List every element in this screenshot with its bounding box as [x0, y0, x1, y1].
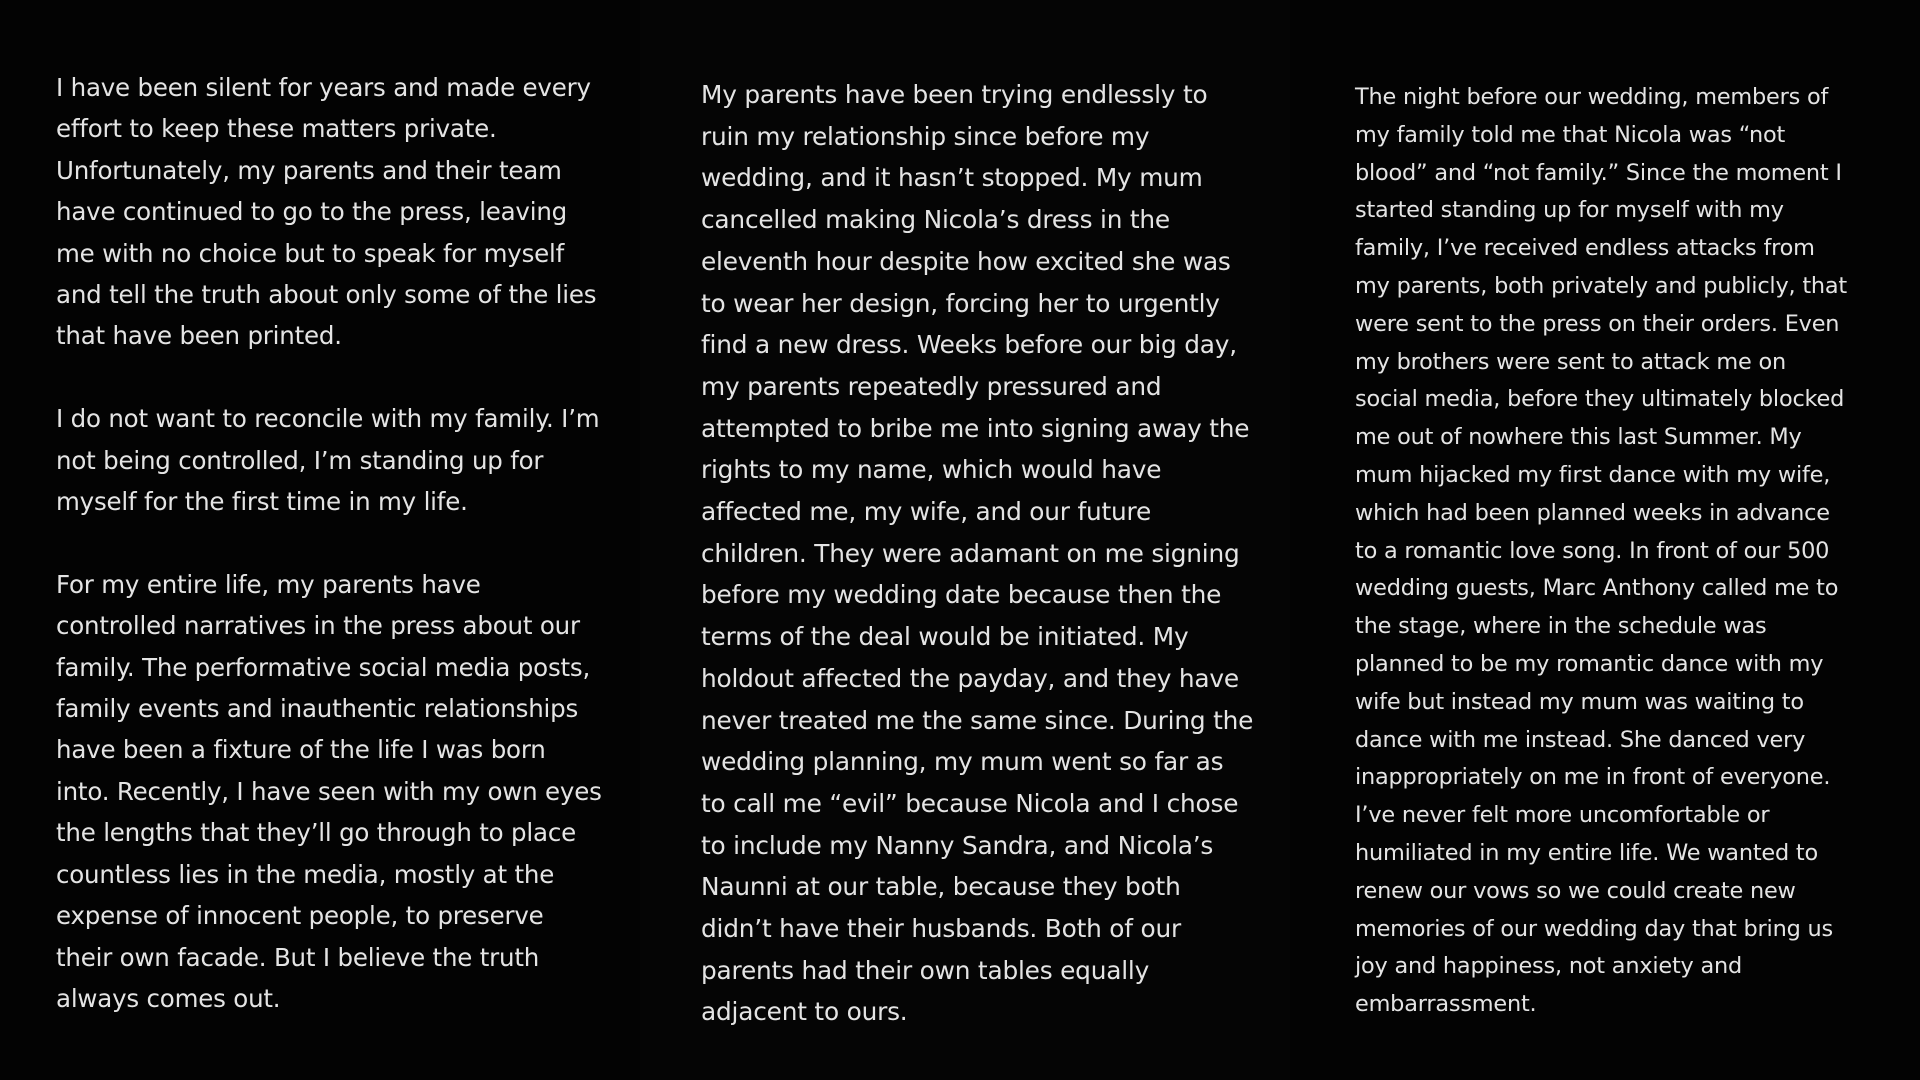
- text-line: myself for the first time in my life.: [56, 487, 468, 517]
- text-line: controlled narratives in the press about our: [56, 611, 580, 641]
- text-line: eleventh hour despite how excited she was: [701, 246, 1231, 276]
- text-line: social media, before they ultimately blocked: [1355, 386, 1845, 413]
- text-line: started standing up for myself with my: [1355, 197, 1784, 224]
- text-line: attempted to bribe me into signing away the: [701, 413, 1250, 443]
- text-line: have been a fixture of the life I was born: [56, 735, 546, 765]
- text-line: holdout affected the payday, and they have: [701, 663, 1239, 693]
- text-line: cancelled making Nicola’s dress in the: [701, 205, 1170, 235]
- paragraph-gap: [56, 357, 602, 398]
- text-line: Naunni at our table, because they both: [701, 872, 1181, 902]
- text-line: countless lies in the media, mostly at the: [56, 859, 555, 889]
- text-line: children. They were adamant on me signing: [701, 538, 1240, 568]
- text-line: adjacent to ours.: [701, 997, 908, 1027]
- text-line: and tell the truth about only some of the lies: [56, 280, 597, 310]
- paragraph: [1355, 79, 1847, 1024]
- paragraph: [701, 74, 1253, 1033]
- text-line: my parents, both privately and publicly, that: [1355, 272, 1848, 299]
- text-line: always comes out.: [56, 983, 281, 1013]
- text-line: before my wedding date because then the: [701, 580, 1222, 610]
- text-line: blood” and “not family.” Since the moment I: [1355, 159, 1842, 186]
- text-line: have continued to go to the press, leaving: [56, 197, 568, 227]
- statement-column-1: [56, 67, 602, 1019]
- text-line: I do not want to reconcile with my family. I’m: [56, 404, 600, 434]
- text-line: joy and happiness, not anxiety and: [1355, 953, 1743, 980]
- text-line: embarrassment.: [1355, 991, 1537, 1018]
- text-line: wedding guests, Marc Anthony called me to: [1355, 575, 1839, 602]
- text-line: terms of the deal would be initiated. My: [701, 622, 1189, 652]
- text-line: were sent to the press on their orders. Even: [1355, 310, 1840, 337]
- text-line: ruin my relationship since before my: [701, 121, 1150, 151]
- text-line: didn’t have their husbands. Both of our: [701, 914, 1181, 944]
- text-line: me out of nowhere this last Summer. My: [1355, 424, 1802, 451]
- paragraph-gap: [56, 522, 602, 563]
- text-line: memories of our wedding day that bring us: [1355, 915, 1833, 942]
- text-line: mum hijacked my first dance with my wife,: [1355, 461, 1831, 488]
- text-line: the stage, where in the schedule was: [1355, 613, 1767, 640]
- text-line: wedding planning, my mum went so far as: [701, 747, 1224, 777]
- text-line: find a new dress. Weeks before our big day,: [701, 330, 1237, 360]
- text-line: their own facade. But I believe the truth: [56, 942, 540, 972]
- text-line: expense of innocent people, to preserve: [56, 901, 544, 931]
- text-line: rights to my name, which would have: [701, 455, 1162, 485]
- text-line: My parents have been trying endlessly to: [701, 80, 1208, 109]
- text-line: not being controlled, I’m standing up for: [56, 445, 544, 475]
- text-line: I’ve never felt more uncomfortable or: [1355, 802, 1770, 829]
- text-line: family events and inauthentic relationships: [56, 694, 579, 724]
- text-line: wife but instead my mum was waiting to: [1355, 688, 1804, 715]
- text-line: planned to be my romantic dance with my: [1355, 650, 1824, 677]
- text-line: my parents repeatedly pressured and: [701, 371, 1162, 401]
- text-line: effort to keep these matters private.: [56, 114, 497, 144]
- text-line: family. The performative social media posts,: [56, 652, 591, 682]
- paragraph: [56, 67, 602, 357]
- text-line: me with no choice but to speak for myself: [56, 238, 565, 268]
- text-line: to a romantic love song. In front of our 500: [1355, 537, 1830, 564]
- text-line: which had been planned weeks in advance: [1355, 499, 1830, 526]
- text-line: family, I’ve received endless attacks from: [1355, 235, 1815, 262]
- text-line: to call me “evil” because Nicola and I chose: [701, 788, 1239, 818]
- text-line: For my entire life, my parents have: [56, 569, 481, 599]
- text-line: renew our vows so we could create new: [1355, 877, 1796, 904]
- text-line: the lengths that they’ll go through to place: [56, 818, 576, 848]
- paragraph: [56, 564, 602, 1019]
- text-line: never treated me the same since. During the: [701, 705, 1254, 735]
- statement-column-3: [1355, 79, 1847, 1024]
- text-line: humiliated in my entire life. We wanted to: [1355, 839, 1818, 866]
- text-line: my family told me that Nicola was “not: [1355, 121, 1786, 148]
- statement-column-2: [701, 74, 1253, 1033]
- paragraph: [56, 398, 602, 522]
- text-line: my brothers were sent to attack me on: [1355, 348, 1786, 375]
- text-line: to wear her design, forcing her to urgently: [701, 288, 1220, 318]
- text-line: that have been printed.: [56, 321, 342, 351]
- text-line: wedding, and it hasn’t stopped. My mum: [701, 163, 1203, 193]
- text-line: The night before our wedding, members of: [1355, 84, 1829, 110]
- text-line: inappropriately on me in front of everyone.: [1355, 764, 1831, 791]
- text-line: into. Recently, I have seen with my own eyes: [56, 776, 602, 806]
- text-line: Unfortunately, my parents and their team: [56, 155, 562, 185]
- text-line: affected me, my wife, and our future: [701, 497, 1152, 527]
- text-line: to include my Nanny Sandra, and Nicola’s: [701, 830, 1214, 860]
- text-line: dance with me instead. She danced very: [1355, 726, 1806, 753]
- text-line: parents had their own tables equally: [701, 955, 1150, 985]
- text-line: I have been silent for years and made every: [56, 73, 591, 102]
